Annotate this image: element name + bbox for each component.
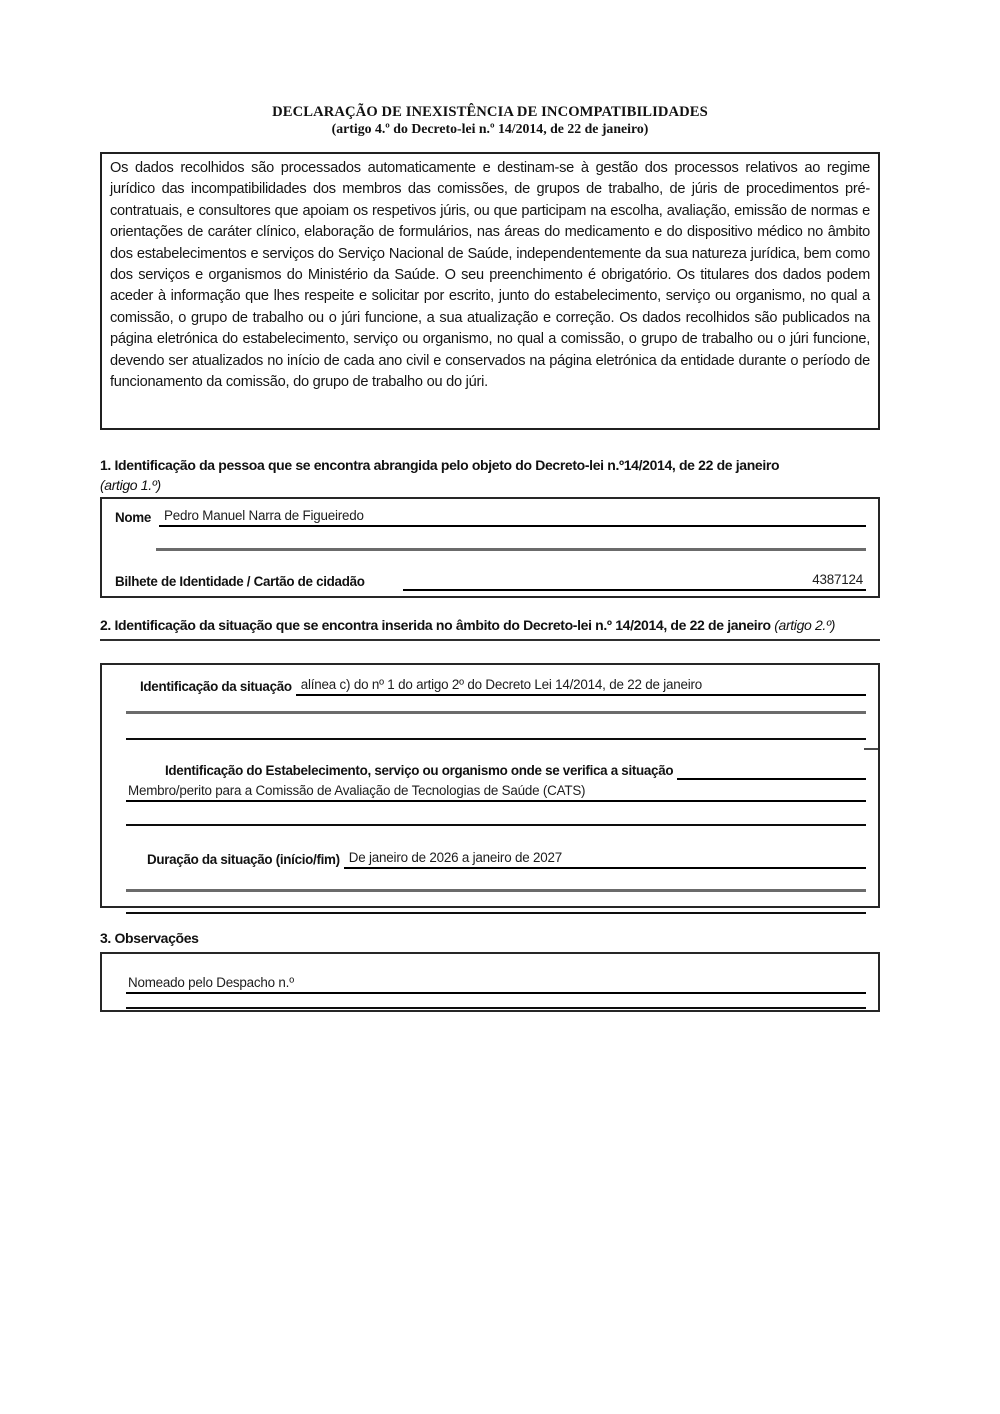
bi-row bbox=[115, 572, 866, 591]
section1-heading-text: 1. Identificação da pessoa que se encontra abrangida pelo objeto do Decreto-lei n.º14/2014, de 22 de janeiro bbox=[100, 457, 780, 473]
section3-heading-text: 3. Observações bbox=[100, 930, 199, 946]
section2-heading-text: 2. Identificação da situação que se encontra inserida no âmbito do Decreto-lei n.º 14/2014, de 22 de janeiro bbox=[100, 617, 775, 633]
title-line2: (artigo 4.º do Decreto-lei n.º 14/2014, de 22 de janeiro) bbox=[331, 121, 649, 136]
bi-field: 4387124 bbox=[403, 572, 866, 591]
privacy-notice-box bbox=[100, 152, 880, 430]
section2-heading-artigo: (artigo 2.º) bbox=[774, 617, 836, 633]
bi-label: Bilhete de Identidade / Cartão de cidadão bbox=[115, 574, 365, 589]
section2-box bbox=[100, 663, 880, 908]
border-tick bbox=[864, 748, 878, 750]
privacy-notice-text: Os dados recolhidos são processados automaticamente e destinam-se à gestão dos processos relativos ao regime jurídico das incompatibilidades dos membros das comissões, de grupos de trabalho, de júris de procedimentos pré-contratuais, e consultores que apoiam os respetivos júris, ou que participam na escolha, avaliação, emissão de normas e orientações de caráter clínico, elaboração de formulários, nas áreas do medicamento e do dispositivo médico no âmbito dos estabelecimentos e serviços do Serviço Nacional de Saúde, independentemente da sua natureza jurídica, bem como dos serviços e organismos do Ministério da Saúde. O seu preenchimento é obrigatório. Os titulares dos dados podem aceder à informação que lhes respeite e solicitar por escrito, junto do estabelecimento, serviço ou organismo, no qual a comissão, o grupo de trabalho ou o júri funcione, a sua atualização e correção. Os dados recolhidos são publicados na página eletrónica do estabelecimento, serviço ou organismo, no qual a comissão, o grupo de trabalho ou o júri funcione, devendo ser atualizados no início de cada ano civil e conservados na página eletrónica da entidade durante o período de funcionamento da comissão, do grupo de trabalho ou do júri. bbox=[110, 160, 870, 391]
situacao-label: Identificação da situação bbox=[140, 679, 292, 694]
nome-row bbox=[115, 508, 866, 527]
document-title bbox=[100, 104, 880, 136]
estabelecimento-label: Identificação do Estabelecimento, serviço ou organismo onde se verifica a situação bbox=[165, 763, 674, 778]
blank-line bbox=[156, 548, 866, 551]
blank-line bbox=[126, 738, 866, 740]
blank-line bbox=[126, 912, 866, 914]
blank-line bbox=[126, 711, 866, 714]
estabelecimento-field: Membro/perito para a Comissão de Avaliação de Tecnologias de Saúde (CATS) bbox=[126, 783, 866, 802]
section1-box bbox=[100, 497, 880, 598]
duracao-label: Duração da situação (início/fim) bbox=[147, 852, 340, 867]
blank-line bbox=[126, 889, 866, 892]
situacao-row bbox=[140, 677, 866, 696]
section3-box bbox=[100, 952, 880, 1012]
nome-label: Nome bbox=[115, 510, 152, 525]
blank-line bbox=[126, 1007, 866, 1009]
observacoes-row bbox=[126, 975, 866, 994]
estabelecimento-row bbox=[165, 763, 866, 780]
section2-heading bbox=[100, 616, 880, 641]
duracao-field: De janeiro de 2026 a janeiro de 2027 bbox=[344, 850, 866, 869]
section3-heading bbox=[100, 929, 880, 954]
situacao-field: alínea c) do nº 1 do artigo 2º do Decreto Lei 14/2014, de 22 de janeiro bbox=[296, 677, 866, 696]
duracao-row bbox=[147, 850, 866, 869]
estabelecimento-blank-field bbox=[677, 764, 866, 780]
section1-heading-artigo: (artigo 1.º) bbox=[100, 476, 161, 493]
title-line1: DECLARAÇÃO DE INEXISTÊNCIA DE INCOMPATIBILIDADES bbox=[272, 104, 708, 120]
blank-line bbox=[126, 824, 866, 826]
section1-heading bbox=[100, 456, 880, 500]
observacoes-field: Nomeado pelo Despacho n.º bbox=[126, 975, 866, 994]
estabelecimento-value-row bbox=[126, 783, 866, 802]
nome-field: Pedro Manuel Narra de Figueiredo bbox=[159, 508, 866, 527]
